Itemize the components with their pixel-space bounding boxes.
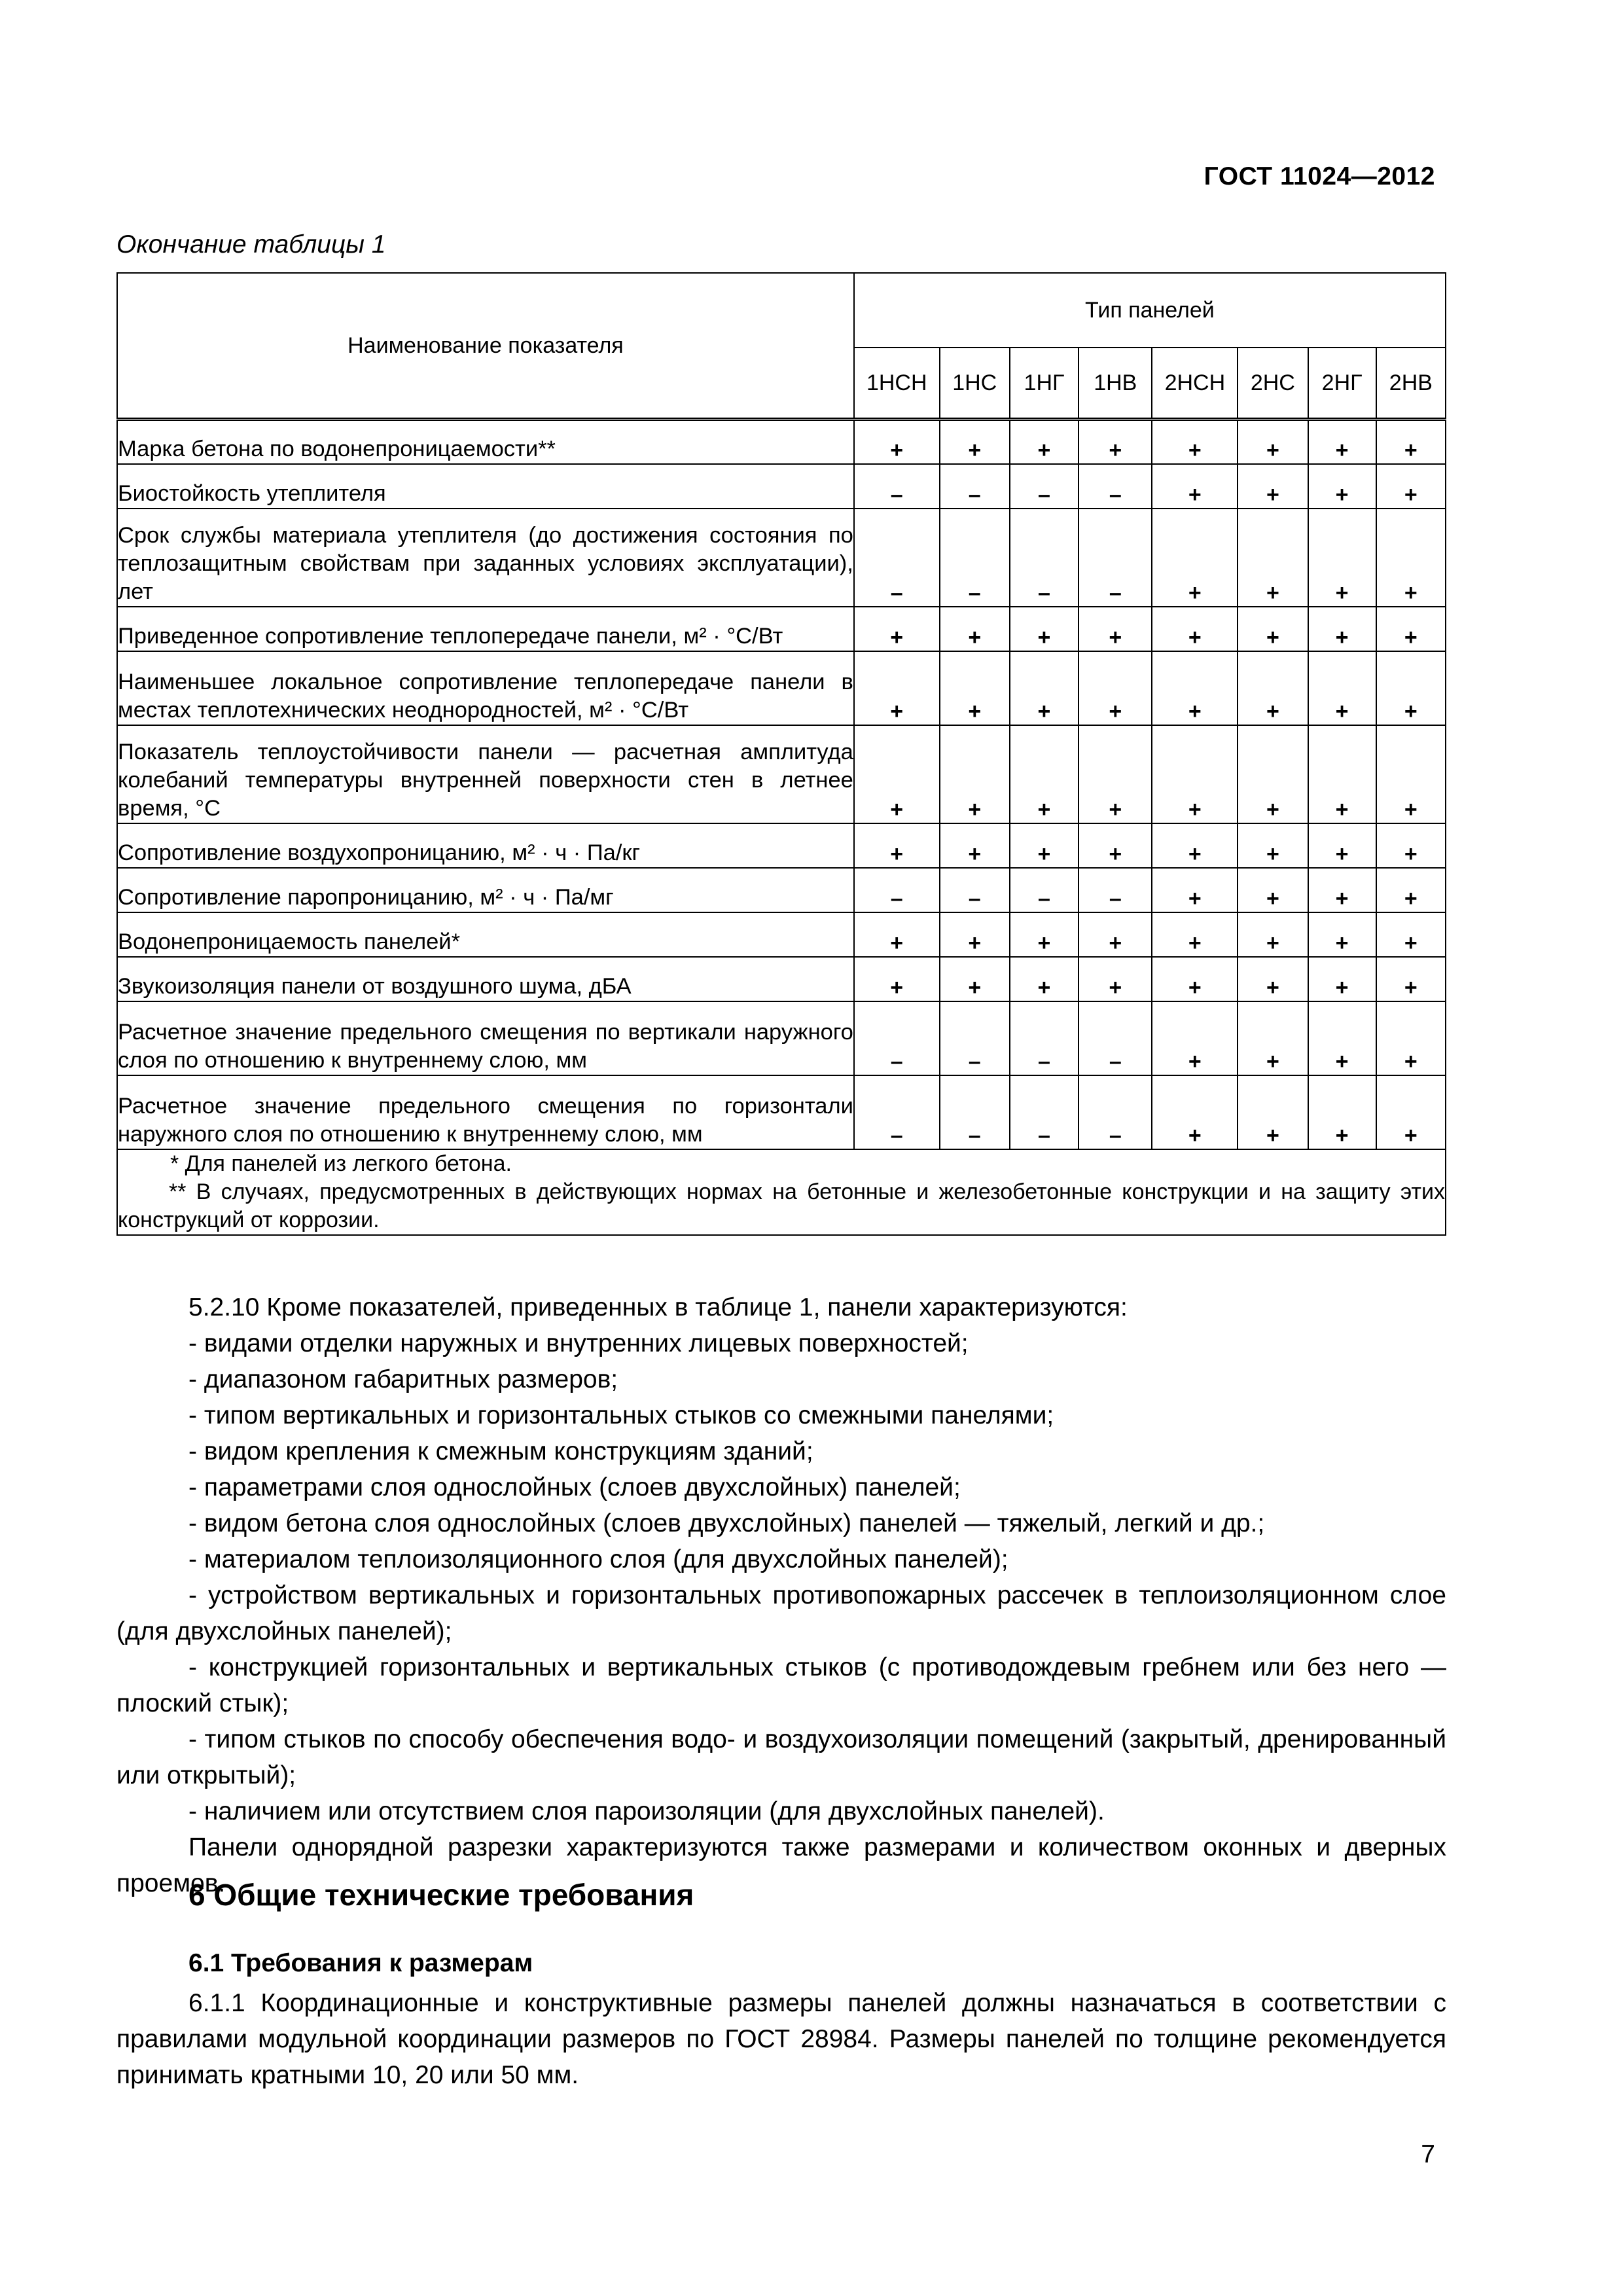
column-header-type: 2НС: [1238, 348, 1308, 420]
list-item: - видом бетона слоя однослойных (слоев двухслойных) панелей — тяжелый, легкий и др.;: [188, 1509, 1265, 1537]
indicator-value: +: [1308, 464, 1376, 509]
indicator-value: –: [940, 868, 1010, 912]
indicator-value: +: [1376, 957, 1446, 1001]
indicator-value: +: [1010, 725, 1079, 823]
indicator-value: –: [940, 1001, 1010, 1075]
table-row: [117, 509, 1446, 607]
indicator-value: +: [1010, 420, 1079, 464]
indicator-value: +: [1308, 1001, 1376, 1075]
indicator-value: +: [1308, 868, 1376, 912]
indicator-name: Сопротивление воздухопроницанию, м² · ч · Па/кг: [117, 823, 854, 868]
indicator-value: –: [1079, 1075, 1152, 1149]
indicator-value: +: [1376, 607, 1446, 651]
list-item: - материалом теплоизоляционного слоя (для двухслойных панелей);: [188, 1545, 1008, 1573]
indicator-name: Звукоизоляция панели от воздушного шума, дБА: [117, 957, 854, 1001]
section-title: 6 Общие технические требования: [188, 1878, 694, 1912]
table-footnote: ** В случаях, предусмотренных в действующих нормах на бетонные и железобетонные конструкции и на защиту этих конструкций от коррозии.: [118, 1179, 1445, 1232]
indicator-value: –: [1010, 868, 1079, 912]
indicator-value: +: [1238, 725, 1308, 823]
list-item: - наличием или отсутствием слоя пароизоляции (для двухслойных панелей).: [188, 1797, 1105, 1825]
indicator-value: +: [1079, 607, 1152, 651]
indicator-value: +: [1308, 957, 1376, 1001]
indicator-value: +: [940, 957, 1010, 1001]
indicator-value: +: [1376, 912, 1446, 957]
indicator-value: –: [1079, 868, 1152, 912]
indicator-value: –: [1010, 464, 1079, 509]
indicator-value: +: [1079, 420, 1152, 464]
indicator-value: +: [1376, 868, 1446, 912]
indicator-value: +: [1079, 912, 1152, 957]
list-item: - видами отделки наружных и внутренних лицевых поверхностей;: [188, 1329, 969, 1357]
indicator-value: +: [854, 651, 940, 725]
column-header-type: 1НГ: [1010, 348, 1079, 420]
indicator-name: Марка бетона по водонепроницаемости**: [117, 420, 854, 464]
indicator-name: Расчетное значение предельного смещения по горизонтали наружного слоя по отношению к внутреннему слою, мм: [117, 1075, 854, 1149]
column-header-type: 1НСН: [854, 348, 940, 420]
document-code: ГОСТ 11024—2012: [1204, 162, 1435, 190]
indicator-value: +: [1308, 509, 1376, 607]
column-header-type: 1НВ: [1079, 348, 1152, 420]
indicator-value: –: [854, 1075, 940, 1149]
list-item: - параметрами слоя однослойных (слоев двухслойных) панелей;: [188, 1473, 961, 1501]
indicator-value: +: [940, 607, 1010, 651]
indicator-value: –: [1010, 1001, 1079, 1075]
indicator-value: –: [940, 464, 1010, 509]
indicator-value: +: [1152, 607, 1238, 651]
indicator-value: +: [1238, 1075, 1308, 1149]
clause-5-2-10: [116, 1289, 1446, 1901]
indicator-name: Наименьшее локальное сопротивление теплопередаче панели в местах теплотехнических неоднородностей, м² · °С/Вт: [117, 651, 854, 725]
indicator-value: –: [1079, 1001, 1152, 1075]
indicator-value: +: [1376, 509, 1446, 607]
indicator-value: +: [1152, 651, 1238, 725]
indicator-value: –: [854, 509, 940, 607]
indicator-value: +: [854, 725, 940, 823]
indicator-value: +: [1308, 912, 1376, 957]
list-item: - типом стыков по способу обеспечения водо- и воздухоизоляции помещений (закрытый, дренированный или открытый);: [116, 1725, 1446, 1789]
indicator-value: –: [854, 1001, 940, 1075]
indicator-value: –: [1010, 1075, 1079, 1149]
indicator-value: –: [940, 509, 1010, 607]
indicator-value: +: [940, 912, 1010, 957]
indicator-value: +: [1010, 912, 1079, 957]
table-row: [117, 464, 1446, 509]
indicator-value: +: [1079, 651, 1152, 725]
indicator-value: +: [1376, 651, 1446, 725]
indicator-value: +: [1079, 957, 1152, 1001]
indicator-value: +: [1010, 823, 1079, 868]
indicator-value: +: [1238, 957, 1308, 1001]
clause-intro: 5.2.10 Кроме показателей, приведенных в таблице 1, панели характеризуются:: [188, 1293, 1128, 1321]
indicator-name: Сопротивление паропроницанию, м² · ч · Па/мг: [117, 868, 854, 912]
indicator-value: –: [854, 464, 940, 509]
indicator-name: Срок службы материала утеплителя (до достижения состояния по теплозащитным свойствам при заданных условиях эксплуатации), лет: [117, 509, 854, 607]
indicator-value: +: [1238, 464, 1308, 509]
indicator-value: +: [1010, 651, 1079, 725]
indicator-value: +: [1376, 420, 1446, 464]
column-group-header: Тип панелей: [854, 273, 1446, 348]
indicator-value: +: [1376, 823, 1446, 868]
list-item: - типом вертикальных и горизонтальных стыков со смежными панелями;: [188, 1401, 1054, 1429]
indicator-value: +: [854, 912, 940, 957]
indicator-value: +: [1238, 1001, 1308, 1075]
list-item: - устройством вертикальных и горизонтальных противопожарных рассечек в теплоизоляционном слое (для двухслойных панелей);: [116, 1581, 1446, 1645]
table-notes-row: [117, 1149, 1446, 1235]
indicator-value: +: [940, 420, 1010, 464]
indicator-name: Водонепроницаемость панелей*: [117, 912, 854, 957]
column-header-type: 2НГ: [1308, 348, 1376, 420]
indicator-value: +: [1152, 823, 1238, 868]
indicator-name: Приведенное сопротивление теплопередаче панели, м² · °С/Вт: [117, 607, 854, 651]
table-notes: [117, 1149, 1446, 1235]
indicator-value: +: [1238, 607, 1308, 651]
indicator-value: +: [1152, 957, 1238, 1001]
indicator-value: –: [940, 1075, 1010, 1149]
table-row: [117, 912, 1446, 957]
clause-6-1-1-text: 6.1.1 Координационные и конструктивные размеры панелей должны назначаться в соответствии с правилами модульной координации размеров по ГОСТ 28984. Размеры панелей по толщине рекомендуется принимать кратными 10, 20 или 50 мм.: [116, 1989, 1446, 2089]
indicator-value: +: [854, 607, 940, 651]
indicator-value: +: [1376, 1001, 1446, 1075]
column-header-name: Наименование показателя: [117, 273, 854, 420]
indicator-value: +: [854, 823, 940, 868]
table-row: [117, 823, 1446, 868]
indicator-value: +: [1376, 1075, 1446, 1149]
column-header-type: 2НВ: [1376, 348, 1446, 420]
table-row: [117, 957, 1446, 1001]
indicator-value: +: [1079, 725, 1152, 823]
indicator-value: +: [1308, 725, 1376, 823]
indicator-value: +: [1308, 1075, 1376, 1149]
indicator-value: +: [1152, 1075, 1238, 1149]
indicator-table: [116, 272, 1446, 1236]
indicator-value: +: [1308, 823, 1376, 868]
indicator-name: Расчетное значение предельного смещения по вертикали наружного слоя по отношению к внутреннему слою, мм: [117, 1001, 854, 1075]
indicator-value: +: [1376, 464, 1446, 509]
indicator-value: +: [940, 651, 1010, 725]
indicator-value: +: [1308, 607, 1376, 651]
indicator-value: +: [1010, 957, 1079, 1001]
indicator-value: +: [1238, 420, 1308, 464]
indicator-value: +: [854, 420, 940, 464]
indicator-value: +: [1238, 912, 1308, 957]
column-header-type: 2НСН: [1152, 348, 1238, 420]
indicator-value: +: [1010, 607, 1079, 651]
column-header-type: 1НС: [940, 348, 1010, 420]
indicator-value: –: [854, 868, 940, 912]
indicator-name: Показатель теплоустойчивости панели — расчетная амплитуда колебаний температуры внутренней поверхности стен в летнее время, °С: [117, 725, 854, 823]
indicator-value: +: [1152, 509, 1238, 607]
indicator-value: +: [1152, 725, 1238, 823]
table-caption: Окончание таблицы 1: [116, 230, 386, 259]
indicator-value: +: [1238, 651, 1308, 725]
table-row: [117, 868, 1446, 912]
indicator-value: +: [1079, 823, 1152, 868]
table-row: [117, 651, 1446, 725]
indicator-value: +: [1152, 1001, 1238, 1075]
indicator-name: Биостойкость утеплителя: [117, 464, 854, 509]
indicator-value: +: [1238, 868, 1308, 912]
indicator-value: +: [1152, 912, 1238, 957]
indicator-value: –: [1079, 464, 1152, 509]
indicator-value: +: [1238, 823, 1308, 868]
indicator-value: +: [1238, 509, 1308, 607]
list-item: - конструкцией горизонтальных и вертикальных стыков (с противодождевым гребнем или без него — плоский стык);: [116, 1653, 1446, 1717]
indicator-value: +: [1308, 651, 1376, 725]
table-row: [117, 1075, 1446, 1149]
table-row: [117, 725, 1446, 823]
list-item: - диапазоном габаритных размеров;: [188, 1365, 618, 1393]
table-footnote: * Для панелей из легкого бетона.: [170, 1151, 512, 1176]
page-number: 7: [1421, 2140, 1435, 2168]
indicator-value: –: [1010, 509, 1079, 607]
clause-6-1-1: [116, 1985, 1446, 2093]
indicator-value: +: [1308, 420, 1376, 464]
table-row: [117, 420, 1446, 464]
indicator-value: +: [940, 725, 1010, 823]
table-row: [117, 1001, 1446, 1075]
clause-closing: Панели однорядной разрезки характеризуются также размерами и количеством оконных и дверных проемов.: [116, 1833, 1446, 1897]
indicator-value: +: [1152, 868, 1238, 912]
table-row: [117, 607, 1446, 651]
indicator-value: +: [1152, 420, 1238, 464]
indicator-value: +: [1376, 725, 1446, 823]
list-item: - видом крепления к смежным конструкциям зданий;: [188, 1437, 813, 1465]
indicator-value: +: [854, 957, 940, 1001]
subsection-title: 6.1 Требования к размерам: [188, 1949, 533, 1977]
indicator-value: –: [1079, 509, 1152, 607]
indicator-value: +: [1152, 464, 1238, 509]
indicator-value: +: [940, 823, 1010, 868]
